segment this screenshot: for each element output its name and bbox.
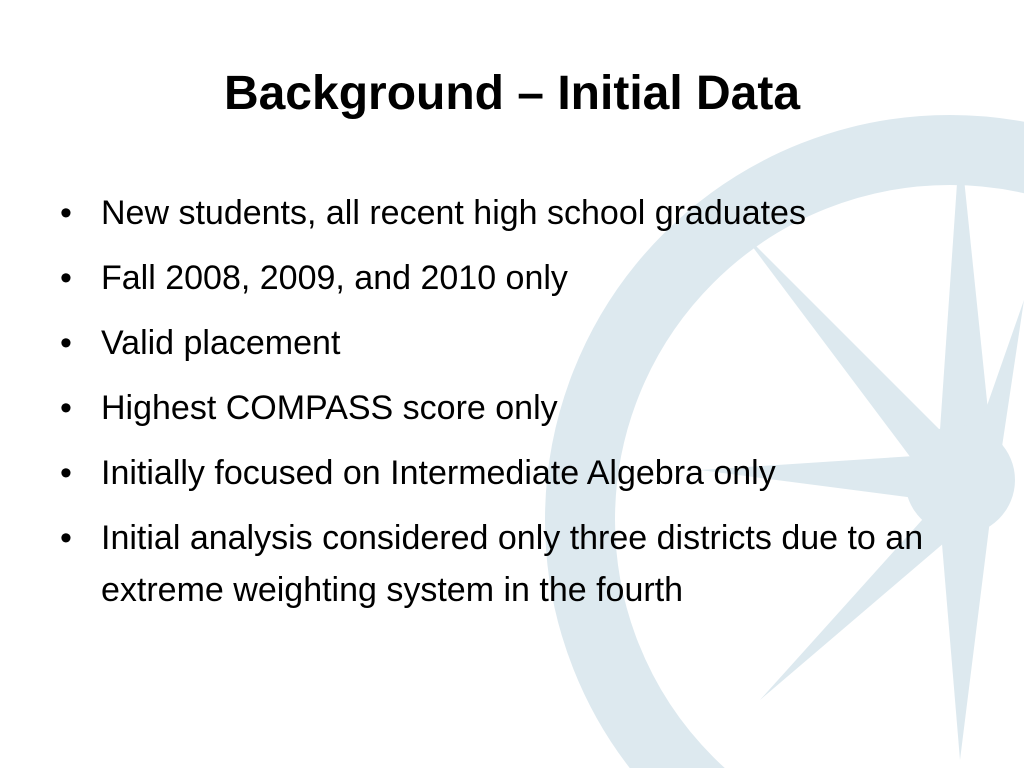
bullet-item xyxy=(56,252,986,304)
bullet-marker: • xyxy=(60,259,72,297)
bullet-item xyxy=(56,447,986,499)
bullet-text: New students, all recent high school graduates xyxy=(101,194,806,232)
bullet-text: Initial analysis considered only three districts due to an extreme weighting system in the fourth xyxy=(101,519,924,609)
bullet-text: Fall 2008, 2009, and 2010 only xyxy=(101,259,568,297)
bullet-list xyxy=(56,187,986,629)
bullet-item xyxy=(56,187,986,239)
slide-title: Background – Initial Data xyxy=(223,67,801,120)
bullet-text: Initially focused on Intermediate Algebra only xyxy=(101,454,776,492)
bullet-item xyxy=(56,512,986,616)
bullet-marker: • xyxy=(60,519,72,557)
bullet-marker: • xyxy=(60,454,72,492)
bullet-text: Valid placement xyxy=(101,324,341,362)
bullet-marker: • xyxy=(60,324,72,362)
bullet-marker: • xyxy=(60,389,72,427)
bullet-text: Highest COMPASS score only xyxy=(101,389,558,427)
bullet-item xyxy=(56,317,986,369)
bullet-item xyxy=(56,382,986,434)
bullet-marker: • xyxy=(60,194,72,232)
